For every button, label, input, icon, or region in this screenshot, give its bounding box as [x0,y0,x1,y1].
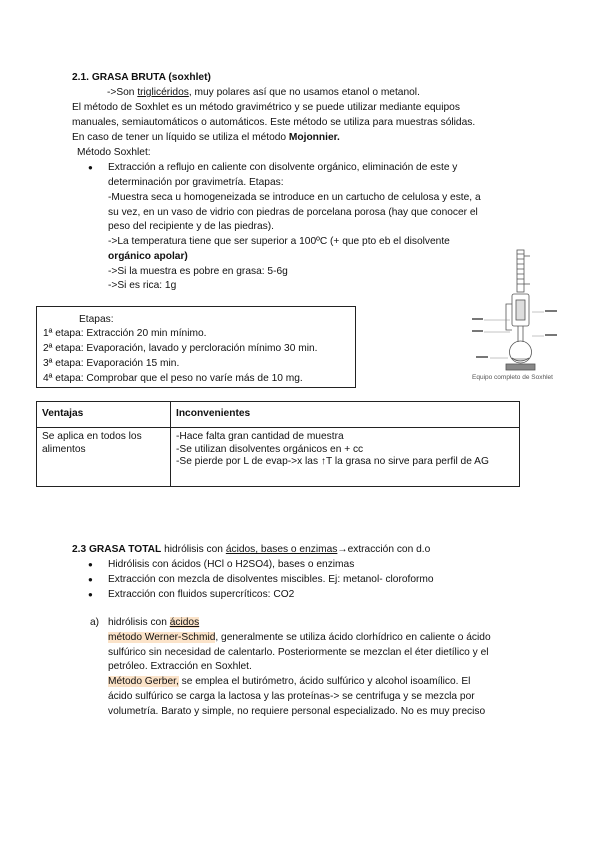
werner-schmid-line: método Werner-Schmid, generalmente se utiliza ácido clorhídrico en caliente o ácido [108,632,491,643]
bullet-line: peso del recipiente y de las piedras). [108,221,274,232]
inconveniente-item: -Se pierde por L de evap->x las ↑T la grasa no sirve para perfil de AG [176,456,489,467]
inconveniente-item: -Hace falta gran cantidad de muestra [176,431,344,442]
bullet-line: -Muestra seca u homogeneizada se introduce en un cartucho de celulosa y este, a [108,192,481,203]
bullet-line: ->Si es rica: 1g [108,280,177,291]
inconveniente-item: -Se utilizan disolventes orgánicos en + cc [176,443,364,455]
paragraph-line: manuales, semiautomáticos o automáticos. Este método se utiliza para muestras sólidas. [72,117,476,128]
list-item: ● Extracción con fluidos supercríticos: CO2 [108,588,294,603]
etapas-title: Etapas: [79,314,114,325]
paragraph-line: petróleo. Extracción en Soxhlet. [108,661,252,672]
figure-caption: Equipo completo de Soxhlet [472,374,553,381]
bullet-line: determinación por gravimetría. Etapas: [108,177,284,188]
hidrolisis-acidos-heading: hidrólisis con ácidos [108,617,200,628]
bullet-line: orgánico apolar) [108,251,188,262]
gerber-line: Método Gerber, se emplea el butirómetro, ácido sulfúrico y alcohol isoamílico. El [108,676,471,687]
table-header-row [37,402,520,428]
cell-inconvenientes [171,428,520,487]
etapas-box [36,306,356,388]
bullet-line: su vez, en un vaso de vidrio con piedras de porcelana porosa (hay que conocer el [108,207,478,218]
paragraph-line: El método de Soxhlet es un método gravimétrico y se puede utilizar mediante equipos [72,102,460,113]
soxhlet-diagram [470,246,560,388]
etapa-item: 2ª etapa: Evaporación, lavado y percloración mínimo 30 min. [43,343,318,354]
list-item: ● Hidrólisis con ácidos (HCl o H2SO4), bases o enzimas [108,558,354,573]
column-header-ventajas: Ventajas [37,402,171,428]
metodo-soxhlet-label: Método Soxhlet: [77,147,151,158]
bullet-line: ->Si la muestra es pobre en grasa: 5-6g [108,266,288,277]
soxhlet-apparatus-figure [470,246,560,388]
section-heading-grasa-bruta: 2.1. GRASA BRUTA (soxhlet) [72,72,211,83]
bullet-line: ->La temperatura tiene que ser superior a 100ºC (+ que pto eb el disolvente [108,236,450,247]
column-header-inconvenientes: Inconvenientes [171,402,520,428]
etapa-item: 1ª etapa: Extracción 20 min mínimo. [43,328,207,339]
ventajas-inconvenientes-table [36,401,520,487]
list-marker-a: a) [90,617,100,628]
etapa-item: 4ª etapa: Comprobar que el peso no varíe más de 10 mg. [43,373,303,384]
bullet-line: ● Extracción a reflujo en caliente con disolvente orgánico, eliminación de este y [108,161,457,176]
paragraph-line: En caso de tener un líquido se utiliza el método Mojonnier. [72,132,340,143]
section-heading-grasa-total: 2.3 GRASA TOTAL hidrólisis con ácidos, bases o enzimas→extracción con d.o [72,544,431,555]
paragraph-line: volumetría. Barato y simple, no requiere personal especializado. No es muy preciso [108,706,486,717]
etapa-item: 3ª etapa: Evaporación 15 min. [43,358,180,369]
paragraph-line: sulfúrico sin necesidad de calentarlo. Posteriormente se mezclan el éter dietílico y el [108,647,489,658]
cell-ventajas: Se aplica en todos los alimentos [37,428,171,487]
table-row [37,428,520,487]
paragraph-line: ácido sulfúrico se carga la lactosa y las proteínas-> se centrifuga y se mezcla por [108,691,475,702]
trigliceridos-note: ->Son triglicéridos, muy polares así que no usamos etanol o metanol. [107,87,420,98]
list-item: ● Extracción con mezcla de disolventes miscibles. Ej: metanol- cloroformo [108,573,434,588]
